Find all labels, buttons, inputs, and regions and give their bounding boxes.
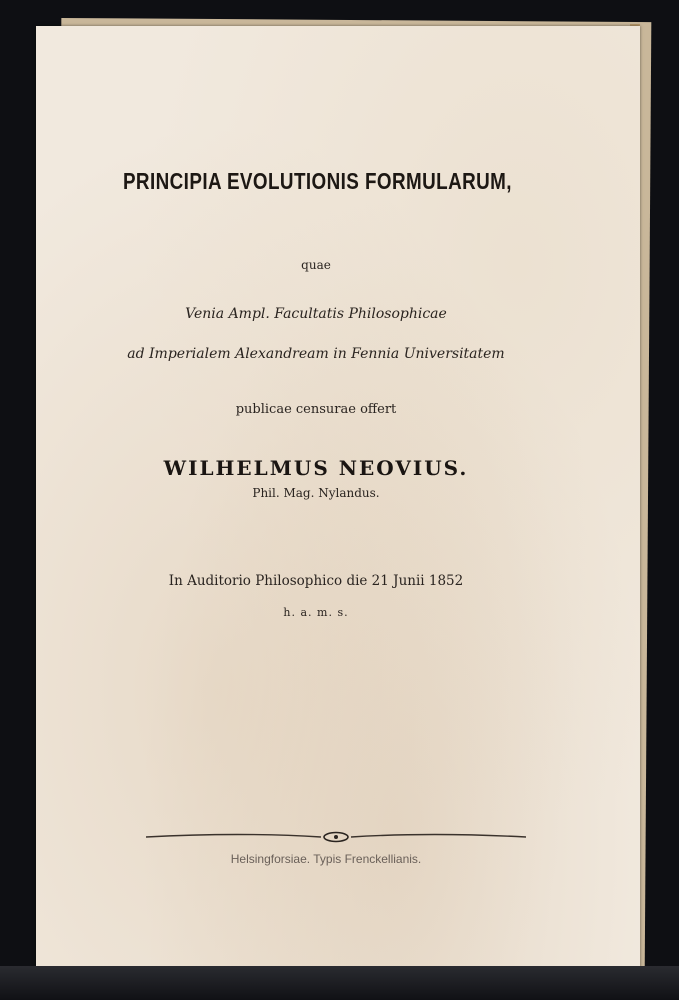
university-line: ad Imperialem Alexandream in Fennia Universitatem (127, 346, 505, 362)
imprint-line: Helsingforsiae. Typis Frenckellianis. (230, 852, 422, 866)
hours-line: h. a. m. s. (283, 606, 349, 619)
author-name: WILHELMUS NEOVIUS. (163, 456, 469, 480)
document-title: PRINCIPIA EVOLUTIONIS FORMULARUM, (122, 168, 512, 194)
shelf-surface (0, 966, 679, 1000)
quae-line: quae (301, 258, 331, 272)
ornamental-rule (146, 830, 526, 844)
offert-line: publicae censurae offert (235, 402, 397, 417)
venia-line: Venia Ampl. Facultatis Philosophicae (185, 306, 447, 322)
title-page (36, 26, 640, 976)
author-subtitle: Phil. Mag. Nylandus. (252, 486, 380, 500)
date-line: In Auditorio Philosophico die 21 Junii 1852 (168, 573, 464, 589)
